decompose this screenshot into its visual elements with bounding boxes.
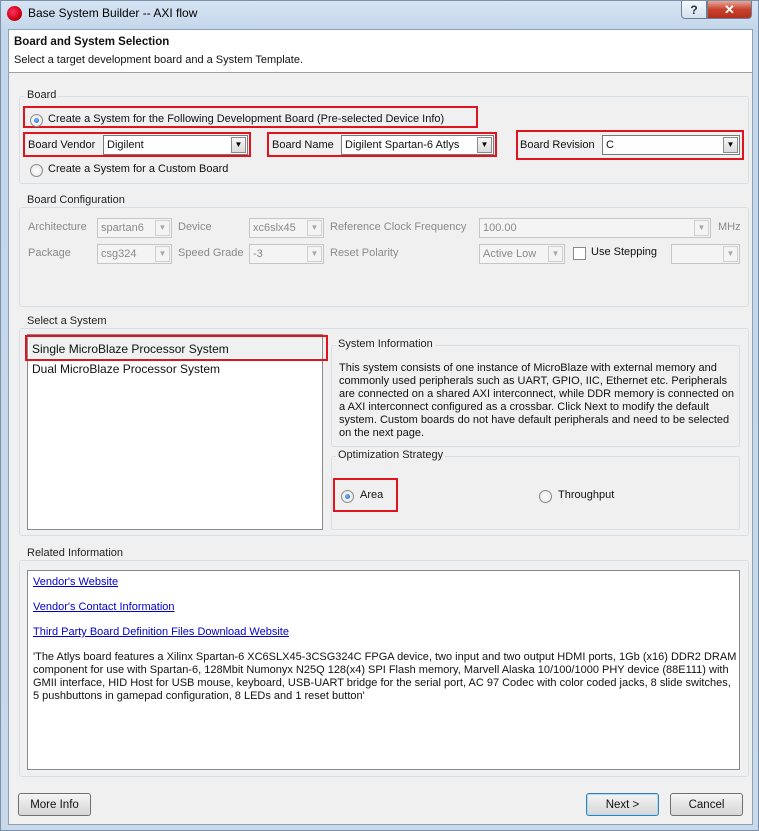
chevron-down-icon: ▼	[694, 220, 709, 236]
board-vendor-select[interactable]	[103, 135, 248, 155]
next-button[interactable]: Next >	[586, 793, 659, 816]
ref-clock-unit: MHz	[718, 221, 741, 233]
dev-board-radio[interactable]	[30, 114, 43, 127]
vendor-website-link[interactable]: Vendor's Website	[33, 576, 119, 588]
speed-grade-value: -3	[253, 248, 263, 260]
reset-polarity-label: Reset Polarity	[330, 247, 399, 259]
dialog-client	[8, 29, 753, 825]
more-info-button[interactable]: More Info	[18, 793, 91, 816]
optimization-label: Optimization Strategy	[338, 449, 444, 461]
page-title: Board and System Selection	[14, 36, 170, 48]
chevron-down-icon: ▼	[723, 246, 738, 262]
custom-board-option-label: Create a System for a Custom Board	[48, 163, 229, 175]
area-radio[interactable]	[341, 490, 354, 503]
board-description: 'The Atlys board features a Xilinx Spartan-6 XC6SLX45-3CSG324C FPGA device, two input and two output HDMI ports, 1Gb (x16) DDR2 DRAM component for use with Spartan-6, 128Mbit Numonyx N25Q 128(x4) SPI Flash memory, Marvell Alaska 10/100/1000 PHY device (88E111) with GMII interface, HID Host for USB mouse, keyboard, USB-UART bridge for the serial port, AC 97 Codec with color coded jacks, 8 slide switches, 5 pushbuttons in gamepad configuration, 8 LEDs and 1 reset button'	[33, 651, 737, 702]
package-select[interactable]	[97, 244, 172, 264]
system-list[interactable]	[27, 334, 323, 530]
custom-board-radio[interactable]	[30, 164, 43, 177]
select-system-label: Select a System	[27, 315, 107, 327]
close-button[interactable]: ✕	[707, 1, 752, 19]
throughput-label: Throughput	[558, 489, 615, 501]
page-subtitle: Select a target development board and a System Template.	[14, 54, 304, 66]
stepping-select[interactable]	[671, 244, 740, 264]
device-value: xc6slx45	[253, 222, 296, 234]
chevron-down-icon: ▼	[723, 137, 738, 153]
chevron-down-icon: ▼	[231, 137, 246, 153]
package-value: csg324	[101, 248, 137, 260]
device-label: Device	[178, 221, 212, 233]
board-name-label: Board Name	[272, 139, 334, 151]
board-revision-label: Board Revision	[520, 139, 595, 151]
board-vendor-label: Board Vendor	[28, 139, 96, 151]
ref-clock-value: 100.00	[483, 222, 517, 234]
title-bar	[1, 1, 758, 27]
use-stepping-label: Use Stepping	[591, 246, 658, 258]
reset-polarity-select[interactable]	[479, 244, 565, 264]
board-name-value: Digilent Spartan-6 Atlys	[345, 139, 460, 151]
related-info-box	[27, 570, 740, 770]
board-revision-value: C	[606, 139, 614, 151]
cancel-button[interactable]: Cancel	[670, 793, 743, 816]
chevron-down-icon: ▼	[307, 246, 322, 262]
speed-grade-select[interactable]	[249, 244, 324, 264]
board-vendor-value: Digilent	[107, 139, 144, 151]
package-label: Package	[28, 247, 71, 259]
related-info-label: Related Information	[27, 547, 123, 559]
help-button[interactable]: ?	[681, 1, 707, 19]
board-definition-download-link[interactable]: Third Party Board Definition Files Download Website	[33, 626, 289, 638]
ref-clock-label: Reference Clock Frequency	[330, 221, 467, 233]
reset-polarity-value: Active Low	[483, 248, 537, 260]
board-name-select[interactable]	[341, 135, 494, 155]
highlight-box	[25, 335, 328, 361]
use-stepping-checkbox[interactable]	[573, 247, 586, 260]
app-icon	[7, 6, 22, 21]
system-info-text: This system consists of one instance of MicroBlaze with external memory and commonly used peripherals such as UART, GPIO, IIC, Ethernet etc. Peripherals are connected on a shared AXI interconnect, while DDR memory is connected on a AXI interconnect configured as a crossbar. Click Next to modify the default system. Custom boards do not have default peripherals and need to be selected on the next page.	[339, 362, 734, 439]
speed-grade-label: Speed Grade	[178, 247, 244, 259]
architecture-value: spartan6	[101, 222, 144, 234]
list-item[interactable]: Single MicroBlaze Processor System	[32, 342, 229, 356]
board-revision-select[interactable]	[602, 135, 740, 155]
chevron-down-icon: ▼	[548, 246, 563, 262]
board-config-label: Board Configuration	[27, 194, 125, 206]
area-label: Area	[360, 489, 384, 501]
ref-clock-select[interactable]	[479, 218, 711, 238]
architecture-select[interactable]	[97, 218, 172, 238]
header-panel	[9, 30, 752, 73]
window-title: Base System Builder -- AXI flow	[28, 6, 198, 20]
chevron-down-icon: ▼	[155, 246, 170, 262]
dev-board-option-label: Create a System for the Following Development Board (Pre-selected Device Info)	[48, 113, 445, 125]
vendor-contact-link[interactable]: Vendor's Contact Information	[33, 601, 175, 613]
architecture-label: Architecture	[28, 221, 87, 233]
chevron-down-icon: ▼	[477, 137, 492, 153]
throughput-radio[interactable]	[539, 490, 552, 503]
list-item[interactable]: Dual MicroBlaze Processor System	[32, 362, 221, 376]
system-info-label: System Information	[338, 338, 433, 350]
chevron-down-icon: ▼	[155, 220, 170, 236]
board-group-label: Board	[27, 89, 57, 101]
device-select[interactable]	[249, 218, 324, 238]
chevron-down-icon: ▼	[307, 220, 322, 236]
